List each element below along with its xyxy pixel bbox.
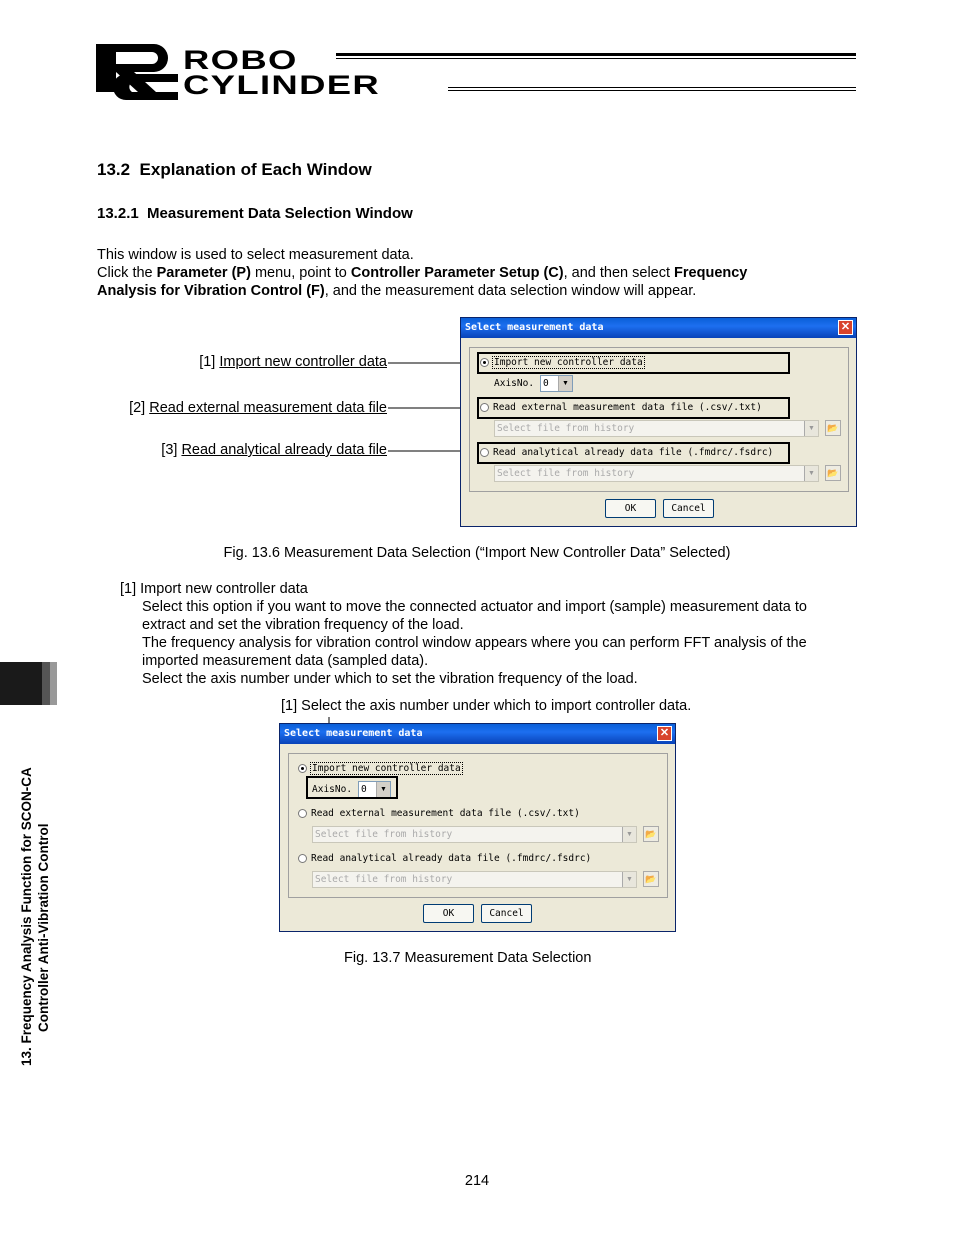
history-placeholder: Select file from history <box>315 874 453 885</box>
measurement-dialog-fig2 <box>279 723 676 932</box>
menu-ref: Frequency <box>674 265 748 281</box>
item-line: imported measurement data (sampled data). <box>142 653 429 669</box>
callout-num: [1] <box>199 354 220 370</box>
chevron-down-icon[interactable]: ▼ <box>558 376 572 391</box>
callout-axis: [1] Select the axis number under which to import controller data. <box>281 698 692 714</box>
axis-value: 0 <box>361 784 367 795</box>
chevron-down-icon[interactable]: ▼ <box>622 827 636 842</box>
chevron-down-icon[interactable]: ▼ <box>804 421 818 436</box>
radio-label-external: Read external measurement data file (.csv/.txt) <box>311 808 580 819</box>
item-line: The frequency analysis for vibration control window appears where you can perform FFT analysis of the <box>142 635 807 651</box>
radio-label-import: Import new controller data <box>312 763 461 774</box>
callout-num: [3] <box>161 442 182 458</box>
close-icon[interactable]: ✕ <box>838 320 853 335</box>
radio-read-external[interactable] <box>298 809 307 818</box>
history-select-analytical[interactable] <box>494 465 819 482</box>
page-number: 214 <box>464 1173 490 1189</box>
text-run: Click the <box>97 265 157 281</box>
highlight-box <box>477 397 790 419</box>
chapter-line: 13. Frequency Analysis Function for SCON-CA <box>19 767 34 1066</box>
item-description <box>142 598 862 688</box>
item-line: extract and set the vibration frequency of the load. <box>142 617 464 633</box>
folder-open-icon[interactable]: 📂 <box>643 871 659 887</box>
header-rule <box>336 58 856 59</box>
radio-label-analytical: Read analytical already data file (.fmdrc/.fsdrc) <box>493 447 774 458</box>
radio-read-analytical[interactable] <box>298 854 307 863</box>
robo-cylinder-logo-icon <box>96 44 178 100</box>
logo-line-cylinder: CYLINDER <box>183 70 381 100</box>
radio-import-controller[interactable] <box>298 764 307 773</box>
radio-label-analytical: Read analytical already data file (.fmdrc/.fsdrc) <box>311 853 592 864</box>
header-rule <box>336 53 856 56</box>
callout-2 <box>129 400 387 416</box>
text-run: menu, point to <box>250 265 351 281</box>
ok-button[interactable]: OK <box>605 499 656 518</box>
intro-line <box>97 264 857 282</box>
highlight-box <box>477 352 790 374</box>
chapter-line: Controller Anti-Vibration Control <box>36 823 51 1032</box>
axis-label: AxisNo. <box>312 784 353 795</box>
dialog-title: Select measurement data <box>280 724 675 744</box>
callout-text: Import new controller data <box>219 354 387 370</box>
item-line: Select this option if you want to move the connected actuator and import (sample) measurement data to <box>142 599 807 615</box>
chapter-tab <box>42 662 50 705</box>
folder-open-icon[interactable]: 📂 <box>825 465 841 481</box>
cancel-button[interactable]: Cancel <box>663 499 714 518</box>
chevron-down-icon[interactable]: ▼ <box>376 782 390 797</box>
radio-label-external: Read external measurement data file (.csv/.txt) <box>493 402 762 413</box>
history-placeholder: Select file from history <box>497 423 635 434</box>
intro-paragraph <box>97 246 857 300</box>
history-placeholder: Select file from history <box>497 468 635 479</box>
axis-label: AxisNo. <box>494 378 535 389</box>
intro-line: This window is used to select measurement data. <box>97 247 414 263</box>
header-rule <box>448 87 856 88</box>
callout-text: Read external measurement data file <box>149 400 387 416</box>
dialog-title: Select measurement data <box>461 318 856 338</box>
history-select-external[interactable] <box>494 420 819 437</box>
item-heading: [1] Import new controller data <box>120 581 308 597</box>
text-run: , and the measurement data selection window will appear. <box>324 283 697 299</box>
axis-value: 0 <box>543 378 549 389</box>
figure-caption: Fig. 13.7 Measurement Data Selection <box>344 950 592 966</box>
history-select-analytical[interactable] <box>312 871 637 888</box>
folder-open-icon[interactable]: 📂 <box>643 826 659 842</box>
callout-text: Read analytical already data file <box>181 442 387 458</box>
axis-select[interactable] <box>540 375 573 392</box>
menu-ref: Analysis for Vibration Control (F) <box>97 283 325 299</box>
callout-num: [2] <box>129 400 150 416</box>
cancel-button[interactable]: Cancel <box>481 904 532 923</box>
callout-1 <box>199 354 387 370</box>
chevron-down-icon[interactable]: ▼ <box>804 466 818 481</box>
figure-caption: Fig. 13.6 Measurement Data Selection (“Import New Controller Data” Selected) <box>223 545 731 561</box>
item-line: Select the axis number under which to set the vibration frequency of the load. <box>142 671 638 687</box>
radio-label-import: Import new controller data <box>494 357 643 368</box>
chapter-tab <box>50 662 57 705</box>
folder-open-icon[interactable]: 📂 <box>825 420 841 436</box>
close-icon[interactable]: ✕ <box>657 726 672 741</box>
callout-3 <box>161 442 387 458</box>
header-rule <box>448 90 856 91</box>
section-title: 13.2 Explanation of Each Window <box>97 160 372 179</box>
chapter-side-label <box>18 767 52 1066</box>
logo-line-robo: ROBO <box>183 45 298 75</box>
ok-button[interactable]: OK <box>423 904 474 923</box>
chapter-tab <box>0 662 42 705</box>
chevron-down-icon[interactable]: ▼ <box>622 872 636 887</box>
highlight-box <box>477 442 790 464</box>
subsection-title: 13.2.1 Measurement Data Selection Window <box>97 205 413 222</box>
history-placeholder: Select file from history <box>315 829 453 840</box>
menu-ref: Controller Parameter Setup (C) <box>350 265 564 281</box>
history-select-external[interactable] <box>312 826 637 843</box>
text-run: , and then select <box>563 265 675 281</box>
intro-line <box>97 282 857 300</box>
highlight-box <box>306 776 398 799</box>
menu-ref: Parameter (P) <box>156 265 251 281</box>
measurement-dialog-fig1 <box>460 317 857 527</box>
